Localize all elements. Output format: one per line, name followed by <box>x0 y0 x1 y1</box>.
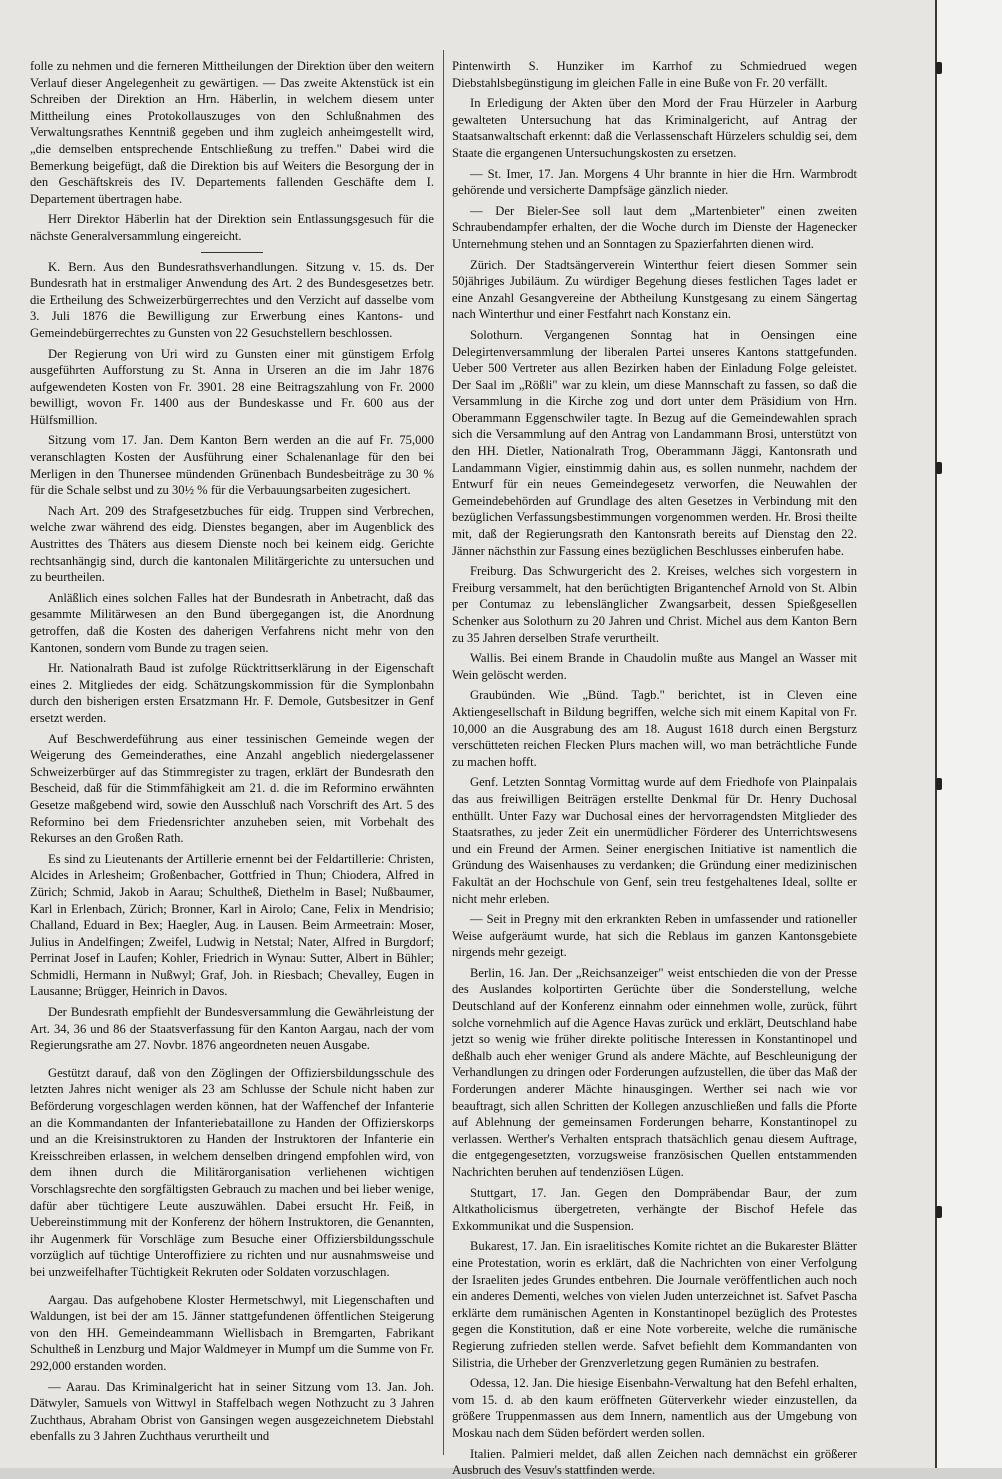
binding-hole <box>936 462 942 474</box>
paragraph: Odessa, 12. Jan. Die hiesige Eisenbahn-Verwaltung hat den Befehl erhalten, vom 15. d. ab den kaum eröffneten Güterverkehr wieder einzustellen, da größere Truppenmassen aus dem Innern, namentlich aus der Umgebung von Moskau nach dem Süden befördert werden sollen. <box>452 1376 857 1440</box>
paragraph: K. Bern. Aus den Bundesrathsverhandlungen. Sitzung v. 15. ds. Der Bundesrath hat in erstmaliger Anwendung des Art. 2 des Bundesgesetzes betr. die Ertheilung des Schweizerbürgerrechtes und den Verzicht auf dasselbe vom 3. Juli 1876 die Bewilligung zur Erwerbung eines Kantons- und Gemeindebürgerrechtes zu Gunsten von 22 Gesuchstellern beschlossen. <box>30 259 434 340</box>
paragraph: — St. Imer, 17. Jan. Morgens 4 Uhr brannte in hier die Hrn. Warmbrodt gehörende und versicherte Dampfsäge gänzlich nieder. <box>452 166 857 198</box>
paragraph: Freiburg. Das Schwurgericht des 2. Kreises, welches sich vorgestern in Freiburg versammelt, hat den berüchtigten Brigantenchef Arnold von St. Albin per Contumaz zu lebenslänglicher Zwangsarbeit, dessen Spießgesellen Schenker aus Solothurn zu 20 Jahren und Christ. Michel aus dem Kanton Bern zu 35 Jahren derselben Strafe verurtheilt. <box>452 564 857 645</box>
paragraph: Der Bundesrath empfiehlt der Bundesversammlung die Gewährleistung der Art. 34, 36 und 86 der Staatsverfassung für den Kanton Aargau, nach der vom Regierungsrathe am 27. Novbr. 1876 angeordneten neuen Ausgabe. <box>30 1005 434 1053</box>
paragraph: Solothurn. Vergangenen Sonntag hat in Oensingen eine Delegirtenversammlung der liberalen Partei unseres Kantons stattgefunden. Ueber 500 Vertreter aus allen Bezirken haben der Einladung Folge geleistet. Der Saal im „Rößli" war zu klein, um diese Mannschaft zu fassen, so daß die Versammlung in die Kirche zog und dort unter dem Präsidium von Hrn. Oberammann Eggenschwiler tagte. In Bezug auf die Gemeindewahlen sprach sich die Versammlung auf den Antrag von Landammann Brosi, unterstützt von den HH. Dietler, Nationalrath Trog, Oberammann Jäggi, Kantonsrath und Landammann Vigier, einstimmig dahin aus, es sollen nunmehr, nachdem der Entwurf für ein neues Gemeindegesetz verworfen, die Neuwahlen der Gemeindebehörden auf Grundlage des alten Gesetzes in Verbindung mit den bezüglichen Verfassungsbestimmungen vorgenommen werden. Hr. Brosi theilte mit, daß der Regierungsrath den Kantonsrath bereits auf Dienstag den 22. Jänner nächsthin zur Fassung eines bezüglichen Beschlusses einberufen habe. <box>452 327 857 558</box>
paragraph: Herr Direktor Häberlin hat der Direktion sein Entlassungsgesuch für die nächste Generalversammlung eingereicht. <box>30 212 434 243</box>
binding-hole <box>936 778 942 790</box>
spacer <box>30 1285 434 1292</box>
paragraph: In Erledigung der Akten über den Mord der Frau Hürzeler in Aarburg gewalteten Untersuchung hat das Kriminalgericht, auf Antrag der Staatsanwaltschaft erkennt: daß die Verlassenschaft Hürzelers schuldig sei, dem Staate die ergangenen Untersuchungskosten zu ersetzen. <box>452 96 857 160</box>
paragraph: — Seit in Pregny mit den erkrankten Reben in umfassender und rationeller Weise aufgeräumt wurde, hat sich die Reblaus im ganzen Kantonsgebiete nirgends mehr gezeigt. <box>452 912 857 960</box>
paragraph: Gestützt darauf, daß von den Zöglingen der Offiziersbildungsschule des letzten Jahres nicht weniger als 23 am Schlusse der Schule nicht haben zur Beförderung vorgeschlagen werden können, hat der Waffenchef der Infanterie an die Kommandanten der Infanteriebataillone zu Handen der Offizierskorps und an die Kreisinstruktoren zu Handen der Instruktoren der Infanterie ein Kreisschreiben erlassen, in welchem denselben dringend empfohlen wird, von dem ihnen durch die Militärorganisation verliehenen wichtigen Vorschlagsrechte den sorgfältigsten Gebrauch zu machen und bei lieber wenige, dafür aber tüchtigere Leute auszuwählen. Dabei ersucht Hr. Feiß, in Uebereinstimmung mit der Konferenz der höhern Instruktoren, die Genannten, ihr Augenmerk für Vorschläge zum Besuche einer Offiziersbildungsschule vorzüglich auf tüchtige Unteroffiziere zu richten und nur ausnahmsweise und bei unzweifelhafter Tüchtigkeit Rekruten oder Soldaten vorzuschlagen. <box>30 1065 434 1279</box>
section-separator <box>201 252 263 253</box>
paragraph: Anläßlich eines solchen Falles hat der Bundesrath in Anbetracht, daß das gesammte Militärwesen an den Bund übergegangen ist, die Anordnung getroffen, daß die Kosten des daherigen Verfahrens nicht mehr von den Kantonen, sondern vom Bunde zu tragen seien. <box>30 590 434 655</box>
paragraph: Bukarest, 17. Jan. Ein israelitisches Komite richtet an die Bukarester Blätter eine Protestation, worin es erklärt, daß die Nachrichten von einer Verfolgung der Israeliten jedes Grundes entbehren. Die Journale veröffentlichen auch noch ein anderes Dementi, welches von vielen Juden unterzeichnet ist. Safvet Pascha erklärte dem rumänischen Agenten in Konstantinopel bezüglich des Protestes gegen die Konstitution, daß er eine Note vorbereite, welche die rumänische Regierung zufrieden stellen werde. Safvet befiehlt dem Kommandanten von Silistria, die Urheber der Grenzverletzung gegen Rumänien zu bestrafen. <box>452 1239 857 1370</box>
paragraph: — Der Bieler-See soll laut dem „Martenbieter" einen zweiten Schraubendampfer erhalten, der die Woche durch im Dienste der Hagenecker Unternehmung stehen und an Sonntagen zu Spazierfahrten dienen wird. <box>452 203 857 251</box>
binding-hole <box>936 1206 942 1218</box>
paragraph: Hr. Nationalrath Baud ist zufolge Rücktrittserklärung in der Eigenschaft eines 2. Mitgliedes der eidg. Schätzungskommission für die Symplonbahn durch den bisherigen ersten Ersatzmann Hr. F. Demole, Gutsbesitzer in Genf ersetzt werden. <box>30 661 434 725</box>
paragraph: Pintenwirth S. Hunziker im Karrhof zu Schmiedrued wegen Diebstahlsbegünstigung im gleichen Falle in eine Buße von Fr. 20 verfällt. <box>452 59 857 90</box>
paragraph: Aargau. Das aufgehobene Kloster Hermetschwyl, mit Liegenschaften und Waldungen, ist bei der am 15. Jänner stattgefundenen öffentlichen Steigerung von den HH. Gemeindeammann Wiellisbach in Bremgarten, Fabrikant Schultheß in Lenzburg und Major Waldmeyer in Mumpf um die Summe von Fr. 292,000 erstanden worden. <box>30 1292 434 1373</box>
paragraph: Genf. Letzten Sonntag Vormittag wurde auf dem Friedhofe von Plainpalais das aus freiwilligen Beiträgen erstellte Denkmal für Dr. Henry Duchosal enthüllt. Unter Fazy war Duchosal eines der hervorragendsten Mitglieder des Staatsrathes, zu jeder Zeit ein unermüdlicher Förderer des Unterrichtswesens und ein Freund der Armen. Seiner energischen Initiative ist namentlich die Gründung des Waisenhauses zu verdanken; die Gründung einer medizinischen Fakultät an der Hochschule von Genf, sein treu festgehaltenes Ideal, sollte er nicht mehr erleben. <box>452 775 857 906</box>
left-column <box>30 58 434 1454</box>
paragraph: Auf Beschwerdeführung aus einer tessinischen Gemeinde wegen der Weigerung des Gemeinderathes, eine Anzahl angeblich niedergelassener Schweizerbürger auf das Stimmregister zu tragen, erklärt der Bundesrath den Bescheid, daß für die Stimmfähigkeit am 21. d. die im Reformino erwähnten Gesetze maßgebend wird, sowie den Ausschluß nach Vorschrift des Art. 5 des Reformino bei dem Friedensrichter anzuheben seien, mit Vorbehalt des Rekurses an den Großen Rath. <box>30 731 434 846</box>
paragraph: Stuttgart, 17. Jan. Gegen den Dompräbendar Baur, der zum Altkatholicismus übergetreten, verhängte der Bischof Hefele das Exkommunikat und die Suspension. <box>452 1185 857 1233</box>
paragraph: Es sind zu Lieutenants der Artillerie ernennt bei der Feldartillerie: Christen, Alcides in Arlesheim; Großenbacher, Gottfried in Thun; Chiodera, Alfred in Zürich; Schmid, Jakob in Aarau; Schultheß, Diethelm in Basel; Nußbaumer, Karl in Erlenbach, Zürich; Bronner, Karl in Airolo; Cane, Felix in Mendrisio; Challand, Eduard in Bex; Haegler, Aug. in Lausen. Beim Armeetrain: Moser, Julius in Andelfingen; Zweifel, Ludwig in Netstal; Nater, Alfred in Burgdorf; Perrinat Josef in Laufen; Kohler, Friedrich in Wynau: Sutter, Albert in Bühler; Schmidli, Hermann in Nußwyl; Graf, Joh. in Riesbach; Chevalley, Eugen in Lausanne; Brügger, Heinrich in Davos. <box>30 851 434 999</box>
paragraph: Berlin, 16. Jan. Der „Reichsanzeiger" weist entschieden die von der Presse des Auslandes kolportirten Gerüchte über die Sonderstellung, welche Deutschland auf der Konferenz einnahm oder einnehmen wolle, zurück, führt solche vornehmlich auf die Agence Havas zurück und erklärt, Deutschland habe jetzt so wenig wie früher direkte politische Interessen in Konstantinopel und deßhalb auch eher weniger Grund als andere Mächte, auf Beschleunigung der Verhandlungen zu dringen oder Forderungen aufzustellen, die über das Maß der Forderungen anderer Mächte hinausgingen. Werther sei nach wie vor beauftragt, sich allen Schritten der Kollegen anzuschließen und falls die Pforte auf Ablehnung der gemeinsamen Forderungen beharre, Konstantinopel zu verlassen. Werther's Verhalten entsprach thatsächlich genau diesem Auftrage, die entgegengesetzten, vorzugsweise französischen Quellen entstammenden Nachrichten beruhen auf tendenziösen Lügen. <box>452 965 857 1179</box>
scan-margin <box>935 0 1002 1468</box>
spacer <box>30 1058 434 1065</box>
paragraph: Der Regierung von Uri wird zu Gunsten einer mit günstigem Erfolg ausgeführten Aufforstung zu St. Anna in Urseren an die im Jahr 1876 aufgewendeten Kosten von Fr. 3901. 28 eine Beitragszahlung von Fr. 2000 bewilligt, wovon Fr. 1400 aus der Bundeskasse und Fr. 600 aus der Hülfsmillion. <box>30 346 434 427</box>
paragraph: folle zu nehmen und die ferneren Mittheilungen der Direktion über den weitern Verlauf dieser Angelegenheit zu gewärtigen. — Das zweite Aktenstück ist ein Schreiben der Direktion an Hrn. Häberlin, in welchem diesem unter Mittheilung eines Protokollauszuges von den Schlußnahmen des Verwaltungsrathes Kenntniß gegeben und ihm zugleich anheimgestellt wird, „die demselben entsprechende Entschließung zu treffen." Dabei wird die Bemerkung beigefügt, daß die Direktion bis auf Weiters die Besorgung der in den Geschäftskreis des IV. Departements fallenden Geschäfte dem I. Departement übertragen habe. <box>30 59 434 206</box>
column-rule <box>443 50 444 1455</box>
paragraph: Graubünden. Wie „Bünd. Tagb." berichtet, ist in Cleven eine Aktiengesellschaft in Bildung begriffen, welche sich mit einem Kapital von Fr. 10,000 an die Ausgrabung des am 18. August 1618 durch einen Bergsturz verschütteten reichen Flecken Plurs machen will, wo man beträchtliche Funde zu machen hofft. <box>452 688 857 769</box>
paragraph: Italien. Palmieri meldet, daß allen Zeichen nach demnächst ein größerer Ausbruch des Vesuv's stattfinden werde. <box>452 1446 857 1478</box>
paragraph: Zürich. Der Stadtsängerverein Winterthur feiert diesen Sommer sein 50jähriges Jubiläum. Zu würdiger Begehung dieses festlichen Tages ladet er eine Anzahl Gesangvereine der Abtheilung Kunstgesang zu einem Sängertag nach Winterthur und einer Festfahrt nach Konstanz ein. <box>452 257 857 322</box>
paragraph: Sitzung vom 17. Jan. Dem Kanton Bern werden an die auf Fr. 75,000 veranschlagten Kosten der Ausführung einer Schalenanlage für den bei Merligen in den Thunersee mündenden Grünenbach Bundesbeiträge zu 30 % für die Schale selbst und zu 30½ % für die Verbauungsarbeiten zugesichert. <box>30 433 434 498</box>
right-column <box>452 58 857 1478</box>
binding-hole <box>936 62 942 74</box>
paragraph: Nach Art. 209 des Strafgesetzbuches für eidg. Truppen sind Verbrechen, welche zwar während des eidg. Dienstes begangen, aber im Augenblick des Austrittes des Thäters aus diesem Dienste noch bei keinem eidg. Gerichte rechtsanhängig sind, durch die kantonalen Militärgerichte zu untersuchen und zu beurtheilen. <box>30 503 434 585</box>
paragraph: Wallis. Bei einem Brande in Chaudolin mußte aus Mangel an Wasser mit Wein gelöscht werden. <box>452 651 857 682</box>
paragraph: — Aarau. Das Kriminalgericht hat in seiner Sitzung vom 13. Jan. Joh. Dätwyler, Samuels von Wittwyl in Staffelbach wegen Nothzucht zu 3 Jahren Zuchthaus, Abraham Obrist von Gansingen wegen ausgezeichnetem Diebstahl ebenfalls zu 3 Jahren Zuchthaus verurtheilt und <box>30 1379 434 1444</box>
